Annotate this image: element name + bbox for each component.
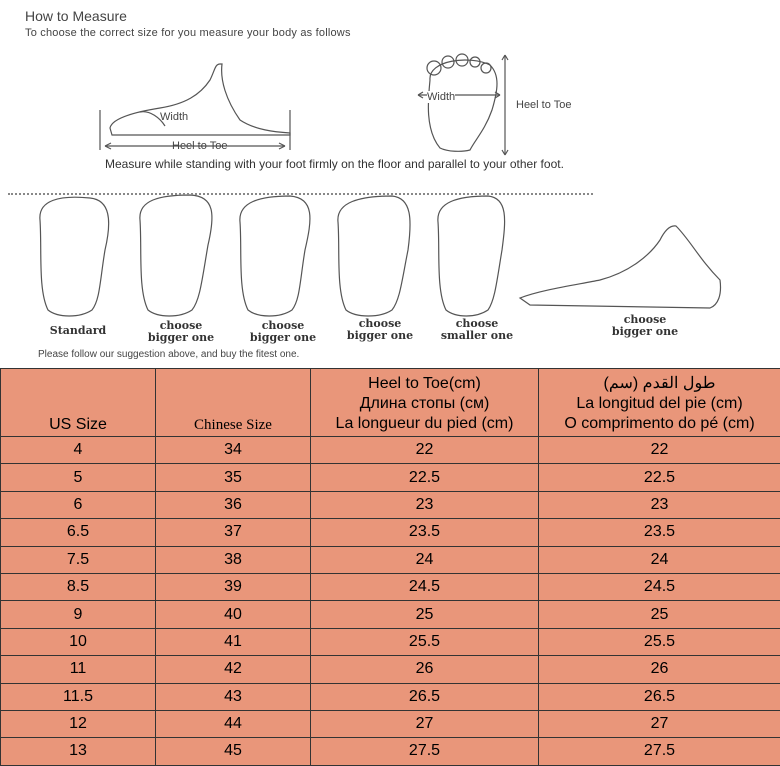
table-cell: 24.5	[311, 573, 539, 600]
measure-instruction: Measure while standing with your foot firmly on the floor and parallel to your other foot.	[105, 157, 564, 171]
top-foot-drawing	[418, 54, 508, 155]
table-cell: 40	[156, 601, 311, 628]
header-heel-to-toe	[311, 369, 539, 437]
header-multi-line-1: طول القدم (سم)	[539, 374, 780, 394]
header-multi-line-3: O comprimento do pé (cm)	[539, 414, 780, 434]
table-cell: 6	[1, 491, 156, 518]
table-row	[1, 656, 780, 683]
table-cell: 7.5	[1, 546, 156, 573]
table-cell: 25	[311, 601, 539, 628]
table-cell: 9	[1, 601, 156, 628]
table-cell: 12	[1, 710, 156, 737]
table-cell: 26.5	[539, 683, 780, 710]
table-row	[1, 601, 780, 628]
table-cell: 22.5	[539, 464, 780, 491]
table-row	[1, 683, 780, 710]
header-heel-line-1: Heel to Toe(cm)	[311, 374, 538, 394]
table-row	[1, 519, 780, 546]
header-heel-line-3: La longueur du pied (cm)	[311, 414, 538, 434]
table-cell: 23	[311, 491, 539, 518]
table-cell: 27	[311, 710, 539, 737]
dotted-divider	[8, 193, 593, 195]
heel-to-toe-label-side: Heel to Toe	[172, 140, 227, 152]
table-cell: 25	[539, 601, 780, 628]
table-cell: 25.5	[311, 628, 539, 655]
table-cell: 10	[1, 628, 156, 655]
heel-to-toe-label-top: Heel to Toe	[516, 99, 571, 111]
table-cell: 22	[539, 437, 780, 464]
table-cell: 35	[156, 464, 311, 491]
caption-2: choose bigger one	[136, 320, 226, 344]
table-cell: 44	[156, 710, 311, 737]
table-cell: 34	[156, 437, 311, 464]
table-cell: 26	[311, 656, 539, 683]
caption-standard: Standard	[33, 325, 123, 337]
table-cell: 25.5	[539, 628, 780, 655]
table-cell: 11.5	[1, 683, 156, 710]
table-cell: 6.5	[1, 519, 156, 546]
table-cell: 27	[539, 710, 780, 737]
table-cell: 23	[539, 491, 780, 518]
table-cell: 22.5	[311, 464, 539, 491]
side-foot-drawing	[100, 64, 290, 150]
table-cell: 24	[539, 546, 780, 573]
foot-shape-row	[40, 195, 721, 316]
table-cell: 5	[1, 464, 156, 491]
guide-subtitle: To choose the correct size for you measure your body as follows	[25, 27, 351, 39]
table-row	[1, 628, 780, 655]
table-cell: 45	[156, 738, 311, 765]
table-cell: 26.5	[311, 683, 539, 710]
table-row	[1, 546, 780, 573]
caption-3: choose bigger one	[238, 320, 328, 344]
table-cell: 42	[156, 656, 311, 683]
table-cell: 22	[311, 437, 539, 464]
header-foot-length-multilang	[539, 369, 780, 437]
table-cell: 43	[156, 683, 311, 710]
table-cell: 4	[1, 437, 156, 464]
table-cell: 8.5	[1, 573, 156, 600]
suggestion-note: Please follow our suggestion above, and buy the fitest one.	[38, 349, 299, 360]
header-multi-line-2: La longitud del pie (cm)	[539, 394, 780, 414]
table-cell: 27.5	[539, 738, 780, 765]
table-row	[1, 437, 780, 464]
table-cell: 41	[156, 628, 311, 655]
caption-6: choose bigger one	[600, 314, 690, 338]
table-row	[1, 738, 780, 765]
table-cell: 13	[1, 738, 156, 765]
table-cell: 23.5	[311, 519, 539, 546]
table-cell: 36	[156, 491, 311, 518]
table-row	[1, 491, 780, 518]
width-label-side: Width	[160, 111, 188, 123]
caption-4: choose bigger one	[335, 318, 425, 342]
caption-5: choose smaller one	[432, 318, 522, 342]
table-cell: 39	[156, 573, 311, 600]
table-header-row	[1, 369, 780, 437]
table-cell: 23.5	[539, 519, 780, 546]
table-cell: 38	[156, 546, 311, 573]
size-chart-table	[0, 368, 780, 766]
table-cell: 24	[311, 546, 539, 573]
guide-title: How to Measure	[25, 8, 127, 24]
table-cell: 26	[539, 656, 780, 683]
table-cell: 11	[1, 656, 156, 683]
table-row	[1, 573, 780, 600]
table-row	[1, 464, 780, 491]
header-us-size: US Size	[1, 369, 156, 437]
table-cell: 37	[156, 519, 311, 546]
table-row	[1, 710, 780, 737]
measure-guide	[0, 0, 780, 368]
header-chinese-size: Chinese Size	[156, 369, 311, 437]
header-heel-line-2: Длина стопы (см)	[311, 394, 538, 414]
width-label-top: Width	[427, 91, 455, 103]
table-cell: 27.5	[311, 738, 539, 765]
table-cell: 24.5	[539, 573, 780, 600]
